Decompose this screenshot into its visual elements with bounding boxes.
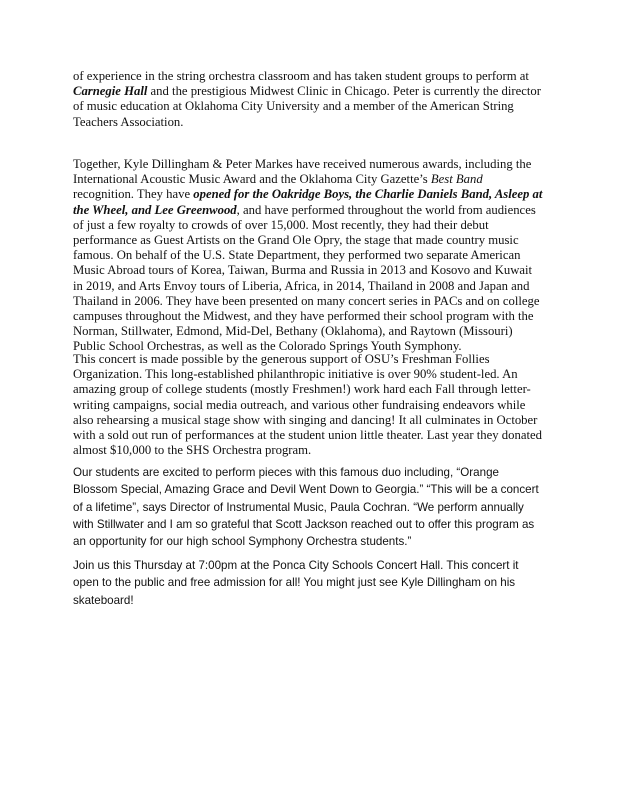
paragraph-peter-bio	[73, 69, 543, 130]
paragraph-student-quote: Our students are excited to perform pieces with this famous duo including, “Orange Blossom Special, Amazing Grace and Devil Went Down to Georgia.” “This will be a concert of a lifetime”, says Director of Instrumental Music, Paula Cochran. “We perform annually with Stillwater and I am so grateful that Scott Jackson reached out to offer this program as an opportunity for our high school Symphony Orchestra students.”	[73, 466, 539, 549]
carnegie-hall-emphasis: Carnegie Hall	[73, 84, 148, 99]
p2-text-middle: recognition. They have	[73, 187, 194, 202]
p2-text-end: , and have performed throughout the world from audiences of just a few royalty to crowds of over 15,000. Most recently, they had their debut performance as Guest Artists on the Grand Ole Opry, the stage that made country music famous. On behalf of the U.S. State Department, they performed two separate American Music Abroad tours of Korea, Taiwan, Burma and Russia in 2013 and Kosovo and Kuwait in 2019, and Arts Envoy tours of Liberia, Africa, in 2014, Thailand in 2008 and Japan and Thailand in 2006. They have been presented on many concert series in PACs and on college campuses throughout the Midwest, and they have performed their school program with the Norman, Stillwater, Edmond, Mid-Del, Bethany (Oklahoma), and Raytown (Missouri) Public School Orchestras, as well as the Colorado Springs Youth Symphony.	[73, 202, 540, 354]
p1-text-end: and the prestigious Midwest Clinic in Chicago. Peter is currently the director of music education at Oklahoma City University and a member of the American String Teachers Association.	[73, 84, 541, 129]
p1-text-start: of experience in the string orchestra classroom and has taken student groups to perform at	[73, 69, 529, 83]
opened-for-emphasis: opened for the Oakridge Boys, the Charlie Daniels Band, Asleep at the Wheel, and Lee Greenwood	[73, 187, 543, 217]
paragraph-invitation: Join us this Thursday at 7:00pm at the Ponca City Schools Concert Hall. This concert it open to the public and free admission for all! You might just see Kyle Dillingham on his skateboard!	[73, 559, 519, 607]
paragraph-duo-awards	[73, 157, 543, 355]
best-band-emphasis: Best Band	[430, 172, 483, 187]
paragraph-freshman-follies: This concert is made possible by the generous support of OSU’s Freshman Follies Organization. This long-established philanthropic initiative is over 90% student-led. An amazing group of college students (mostly Freshmen!) work hard each Fall through letter-writing campaigns, social media outreach, and various other fundraising endeavors while also rehearsing a musical stage show with singing and dancing! It all culminates in October with a sold out run of performances at the student union little theater. Last year they donated almost $10,000 to the SHS Orchestra program.	[73, 352, 542, 458]
p2-text-start: Together, Kyle Dillingham & Peter Markes have received numerous awards, including the International Acoustic Music Award and the Oklahoma City Gazette’s	[73, 157, 532, 187]
